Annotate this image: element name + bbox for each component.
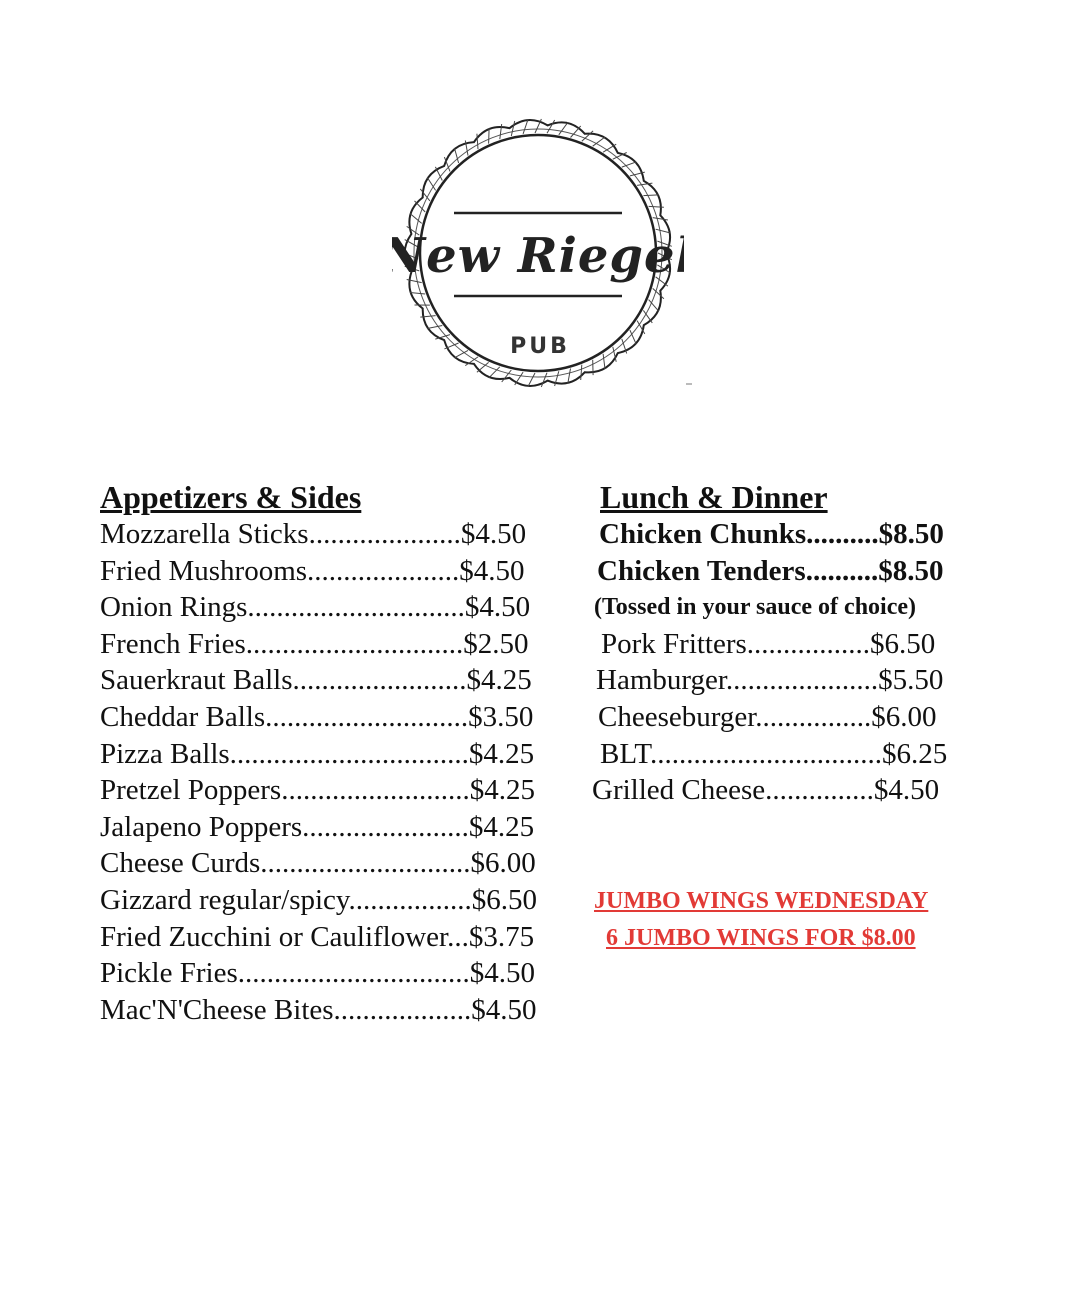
menu-item: Mac'N'Cheese Bites...................$4.50	[100, 993, 537, 1026]
menu-item: Pickle Fries................................$4.50	[100, 957, 535, 990]
menu-item-note: (Tossed in your sauce of choice)	[594, 594, 917, 621]
menu-item: Hamburger.....................$5.50	[596, 664, 944, 697]
lunch-dinner-heading: Lunch & Dinner	[600, 479, 828, 515]
promo-line-1: JUMBO WINGS WEDNESDAY	[594, 888, 929, 914]
logo-name-text: New Riegel	[392, 228, 684, 284]
menu-item: Cheddar Balls............................$3.50	[100, 700, 534, 733]
logo-pub-text: PUB	[510, 334, 570, 359]
appetizers-list	[100, 516, 580, 1028]
menu-item: French Fries..............................$2.50	[100, 627, 529, 660]
menu-item: Pretzel Poppers..........................$4.25	[100, 774, 535, 807]
appetizers-heading: Appetizers & Sides	[100, 479, 362, 515]
menu-item: Fried Zucchini or Cauliflower...$3.75	[100, 920, 535, 953]
menu-item: Sauerkraut Balls........................$4.25	[100, 664, 532, 697]
menu-item: Cheese Curds.............................$6.00	[100, 847, 536, 880]
scan-speck	[686, 383, 692, 385]
lunch-dinner-section	[592, 478, 982, 809]
menu-item: Cheeseburger................$6.00	[598, 700, 937, 733]
menu-item: Chicken Tenders..........$8.50	[597, 554, 944, 587]
lunch-dinner-list	[592, 516, 982, 809]
menu-item: BLT................................$6.25	[600, 737, 948, 770]
menu-item: Jalapeno Poppers.......................$4.25	[100, 810, 535, 843]
appetizers-section	[100, 478, 580, 1028]
menu-item: Pork Fritters.................$6.50	[601, 627, 936, 660]
bottle-cap-logo-graphic	[392, 112, 684, 394]
menu-item: Fried Mushrooms.....................$4.50	[100, 554, 525, 587]
pub-logo	[392, 112, 684, 394]
menu-item: Chicken Chunks..........$8.50	[599, 518, 944, 550]
menu-item: Onion Rings..............................$4.50	[100, 591, 531, 624]
menu-item: Pizza Balls.................................$4.25	[100, 737, 535, 770]
menu-item: Grilled Cheese...............$4.50	[592, 774, 940, 807]
menu-item: Mozzarella Sticks.....................$4.50	[100, 518, 527, 550]
promo-line-2: 6 JUMBO WINGS FOR $8.00	[606, 925, 916, 951]
menu-item: Gizzard regular/spicy.................$6.50	[100, 883, 538, 916]
